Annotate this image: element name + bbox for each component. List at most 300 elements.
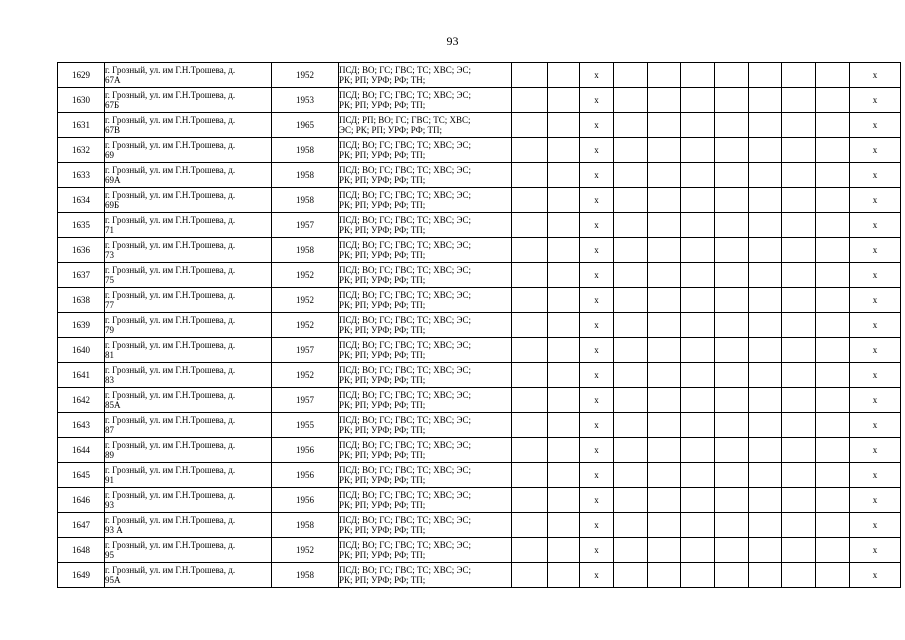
- mark-cell: x: [580, 388, 614, 413]
- empty-cell: [512, 438, 548, 463]
- mark-cell: x: [850, 488, 901, 513]
- systems-line-1: ПСД; ВО; ГС; ГВС; ТС; ХВС; ЭС;: [339, 165, 471, 175]
- address-line-1: г. Грозный, ул. им Г.Н.Трошева, д.: [105, 140, 236, 150]
- systems-line-2: РК; РП; УРФ; РФ; ТП;: [339, 350, 426, 360]
- empty-cell: [648, 413, 681, 438]
- build-year: 1955: [272, 413, 339, 438]
- row-number: 1649: [58, 563, 105, 588]
- empty-cell: [715, 188, 749, 213]
- table-row: [58, 363, 901, 388]
- mark-cell: x: [580, 163, 614, 188]
- address-line-1: г. Грозный, ул. им Г.Н.Трошева, д.: [105, 515, 236, 525]
- systems-line-1: ПСД; ВО; ГС; ГВС; ТС; ХВС; ЭС;: [339, 90, 471, 100]
- address-line-1: г. Грозный, ул. им Г.Н.Трошева, д.: [105, 290, 236, 300]
- empty-cell: [816, 388, 850, 413]
- empty-cell: [648, 463, 681, 488]
- systems-line-2: РК; РП; УРФ; РФ; ТП;: [339, 550, 426, 560]
- address-line-2: 87: [105, 425, 114, 435]
- systems-line-2: РК; РП; УРФ; РФ; ТП;: [339, 400, 426, 410]
- mark-cell: x: [850, 188, 901, 213]
- empty-cell: [614, 138, 648, 163]
- empty-cell: [749, 338, 782, 363]
- empty-cell: [749, 138, 782, 163]
- mark-cell: x: [850, 563, 901, 588]
- systems-cell: [339, 263, 512, 288]
- empty-cell: [715, 463, 749, 488]
- row-number: 1635: [58, 213, 105, 238]
- systems-line-2: РК; РП; УРФ; РФ; ТП;: [339, 100, 426, 110]
- table-row: [58, 563, 901, 588]
- empty-cell: [816, 413, 850, 438]
- address-line-1: г. Грозный, ул. им Г.Н.Трошева, д.: [105, 415, 236, 425]
- systems-line-1: ПСД; ВО; ГС; ГВС; ТС; ХВС; ЭС;: [339, 290, 471, 300]
- address-cell: [105, 538, 272, 563]
- address-line-1: г. Грозный, ул. им Г.Н.Трошева, д.: [105, 490, 236, 500]
- address-line-1: г. Грозный, ул. им Г.Н.Трошева, д.: [105, 90, 236, 100]
- mark-cell: x: [580, 463, 614, 488]
- mark-cell: x: [850, 388, 901, 413]
- table-row: [58, 188, 901, 213]
- systems-line-2: РК; РП; УРФ; РФ; ТП;: [339, 300, 426, 310]
- systems-line-2: РК; РП; УРФ; РФ; ТП;: [339, 450, 426, 460]
- row-number: 1640: [58, 338, 105, 363]
- systems-cell: [339, 163, 512, 188]
- systems-cell: [339, 138, 512, 163]
- empty-cell: [512, 513, 548, 538]
- address-line-2: 69А: [105, 175, 121, 185]
- empty-cell: [614, 238, 648, 263]
- build-year: 1952: [272, 313, 339, 338]
- mark-cell: x: [850, 263, 901, 288]
- empty-cell: [782, 538, 816, 563]
- empty-cell: [681, 313, 715, 338]
- systems-cell: [339, 413, 512, 438]
- systems-cell: [339, 488, 512, 513]
- empty-cell: [816, 463, 850, 488]
- empty-cell: [512, 113, 548, 138]
- address-line-2: 71: [105, 225, 114, 235]
- empty-cell: [816, 88, 850, 113]
- address-line-1: г. Грозный, ул. им Г.Н.Трошева, д.: [105, 390, 236, 400]
- build-year: 1957: [272, 213, 339, 238]
- address-cell: [105, 438, 272, 463]
- empty-cell: [681, 338, 715, 363]
- empty-cell: [512, 338, 548, 363]
- empty-cell: [749, 363, 782, 388]
- systems-line-2: РК; РП; УРФ; РФ; ТП;: [339, 375, 426, 385]
- systems-cell: [339, 363, 512, 388]
- mark-cell: x: [850, 163, 901, 188]
- systems-line-1: ПСД; ВО; ГС; ГВС; ТС; ХВС; ЭС;: [339, 365, 471, 375]
- table-row: [58, 413, 901, 438]
- empty-cell: [749, 238, 782, 263]
- empty-cell: [648, 213, 681, 238]
- address-line-1: г. Грозный, ул. им Г.Н.Трошева, д.: [105, 365, 236, 375]
- empty-cell: [548, 138, 580, 163]
- build-year: 1956: [272, 488, 339, 513]
- mark-cell: x: [850, 88, 901, 113]
- table-row: [58, 238, 901, 263]
- empty-cell: [782, 463, 816, 488]
- mark-cell: x: [850, 63, 901, 88]
- empty-cell: [681, 463, 715, 488]
- empty-cell: [548, 463, 580, 488]
- empty-cell: [816, 163, 850, 188]
- systems-line-1: ПСД; ВО; ГС; ГВС; ТС; ХВС; ЭС;: [339, 315, 471, 325]
- empty-cell: [648, 288, 681, 313]
- address-line-2: 67В: [105, 125, 121, 135]
- systems-cell: [339, 513, 512, 538]
- empty-cell: [749, 88, 782, 113]
- systems-line-1: ПСД; ВО; ГС; ГВС; ТС; ХВС; ЭС;: [339, 490, 471, 500]
- empty-cell: [648, 363, 681, 388]
- build-year: 1952: [272, 263, 339, 288]
- empty-cell: [614, 188, 648, 213]
- empty-cell: [512, 313, 548, 338]
- empty-cell: [548, 513, 580, 538]
- empty-cell: [782, 363, 816, 388]
- empty-cell: [681, 488, 715, 513]
- empty-cell: [614, 163, 648, 188]
- empty-cell: [749, 513, 782, 538]
- build-year: 1952: [272, 63, 339, 88]
- address-line-2: 73: [105, 250, 114, 260]
- systems-line-2: РК; РП; УРФ; РФ; ТП;: [339, 325, 426, 335]
- empty-cell: [749, 313, 782, 338]
- systems-line-1: ПСД; ВО; ГС; ГВС; ТС; ХВС; ЭС;: [339, 265, 471, 275]
- empty-cell: [681, 238, 715, 263]
- empty-cell: [782, 563, 816, 588]
- empty-cell: [648, 488, 681, 513]
- mark-cell: x: [580, 238, 614, 263]
- systems-line-1: ПСД; ВО; ГС; ГВС; ТС; ХВС; ЭС;: [339, 440, 471, 450]
- empty-cell: [648, 113, 681, 138]
- systems-cell: [339, 563, 512, 588]
- address-line-2: 91: [105, 475, 114, 485]
- systems-line-2: РК; РП; УРФ; РФ; ТП;: [339, 150, 426, 160]
- mark-cell: x: [850, 513, 901, 538]
- address-cell: [105, 513, 272, 538]
- mark-cell: x: [580, 438, 614, 463]
- row-number: 1643: [58, 413, 105, 438]
- build-year: 1958: [272, 188, 339, 213]
- empty-cell: [782, 163, 816, 188]
- address-line-2: 93 А: [105, 525, 123, 535]
- empty-cell: [648, 163, 681, 188]
- systems-line-2: РК; РП; УРФ; РФ; ТП;: [339, 425, 426, 435]
- empty-cell: [749, 163, 782, 188]
- address-cell: [105, 238, 272, 263]
- empty-cell: [715, 213, 749, 238]
- systems-line-2: РК; РП; УРФ; РФ; ТП;: [339, 250, 426, 260]
- empty-cell: [648, 563, 681, 588]
- empty-cell: [648, 388, 681, 413]
- build-year: 1958: [272, 513, 339, 538]
- systems-line-2: РК; РП; УРФ; РФ; ТП;: [339, 575, 426, 585]
- table-body: [58, 63, 901, 588]
- mark-cell: x: [850, 338, 901, 363]
- empty-cell: [782, 238, 816, 263]
- empty-cell: [782, 113, 816, 138]
- address-cell: [105, 363, 272, 388]
- systems-cell: [339, 238, 512, 263]
- empty-cell: [512, 563, 548, 588]
- row-number: 1646: [58, 488, 105, 513]
- empty-cell: [782, 288, 816, 313]
- empty-cell: [715, 413, 749, 438]
- address-cell: [105, 413, 272, 438]
- empty-cell: [715, 538, 749, 563]
- mark-cell: x: [580, 88, 614, 113]
- row-number: 1637: [58, 263, 105, 288]
- address-line-1: г. Грозный, ул. им Г.Н.Трошева, д.: [105, 340, 236, 350]
- mark-cell: x: [850, 213, 901, 238]
- empty-cell: [816, 188, 850, 213]
- empty-cell: [548, 63, 580, 88]
- empty-cell: [681, 213, 715, 238]
- empty-cell: [782, 313, 816, 338]
- mark-cell: x: [850, 363, 901, 388]
- empty-cell: [749, 213, 782, 238]
- address-line-2: 95А: [105, 575, 121, 585]
- row-number: 1633: [58, 163, 105, 188]
- empty-cell: [715, 238, 749, 263]
- row-number: 1647: [58, 513, 105, 538]
- systems-line-1: ПСД; ВО; ГС; ГВС; ТС; ХВС; ЭС;: [339, 415, 471, 425]
- address-line-1: г. Грозный, ул. им Г.Н.Трошева, д.: [105, 315, 236, 325]
- empty-cell: [512, 388, 548, 413]
- mark-cell: x: [850, 538, 901, 563]
- build-year: 1952: [272, 363, 339, 388]
- address-line-2: 69Б: [105, 200, 120, 210]
- address-line-1: г. Грозный, ул. им Г.Н.Трошева, д.: [105, 265, 236, 275]
- empty-cell: [614, 538, 648, 563]
- empty-cell: [512, 463, 548, 488]
- systems-cell: [339, 113, 512, 138]
- systems-cell: [339, 188, 512, 213]
- empty-cell: [614, 263, 648, 288]
- systems-line-2: РК; РП; УРФ; РФ; ТП;: [339, 225, 426, 235]
- empty-cell: [548, 488, 580, 513]
- empty-cell: [816, 438, 850, 463]
- empty-cell: [715, 88, 749, 113]
- systems-line-1: ПСД; ВО; ГС; ГВС; ТС; ХВС; ЭС;: [339, 240, 471, 250]
- address-line-1: г. Грозный, ул. им Г.Н.Трошева, д.: [105, 465, 236, 475]
- table-row: [58, 288, 901, 313]
- empty-cell: [548, 163, 580, 188]
- empty-cell: [749, 413, 782, 438]
- address-cell: [105, 163, 272, 188]
- table-row: [58, 263, 901, 288]
- address-line-2: 79: [105, 325, 114, 335]
- address-line-1: г. Грозный, ул. им Г.Н.Трошева, д.: [105, 165, 236, 175]
- systems-line-1: ПСД; ВО; ГС; ГВС; ТС; ХВС; ЭС;: [339, 540, 471, 550]
- empty-cell: [782, 438, 816, 463]
- empty-cell: [715, 163, 749, 188]
- empty-cell: [816, 138, 850, 163]
- empty-cell: [749, 563, 782, 588]
- empty-cell: [715, 313, 749, 338]
- mark-cell: x: [580, 513, 614, 538]
- table-row: [58, 488, 901, 513]
- mark-cell: x: [850, 238, 901, 263]
- empty-cell: [816, 213, 850, 238]
- empty-cell: [749, 263, 782, 288]
- empty-cell: [614, 88, 648, 113]
- table-row: [58, 463, 901, 488]
- empty-cell: [749, 388, 782, 413]
- systems-line-2: РК; РП; УРФ; РФ; ТП;: [339, 275, 426, 285]
- systems-cell: [339, 538, 512, 563]
- row-number: 1641: [58, 363, 105, 388]
- systems-cell: [339, 388, 512, 413]
- build-year: 1956: [272, 438, 339, 463]
- empty-cell: [681, 163, 715, 188]
- table-row: [58, 438, 901, 463]
- mark-cell: x: [850, 413, 901, 438]
- empty-cell: [715, 388, 749, 413]
- empty-cell: [548, 113, 580, 138]
- row-number: 1631: [58, 113, 105, 138]
- empty-cell: [614, 313, 648, 338]
- systems-line-2: РК; РП; УРФ; РФ; ТН;: [339, 75, 426, 85]
- build-year: 1957: [272, 388, 339, 413]
- empty-cell: [715, 138, 749, 163]
- empty-cell: [681, 563, 715, 588]
- systems-line-1: ПСД; ВО; ГС; ГВС; ТС; ХВС; ЭС;: [339, 65, 471, 75]
- build-year: 1958: [272, 563, 339, 588]
- row-number: 1642: [58, 388, 105, 413]
- mark-cell: x: [580, 563, 614, 588]
- mark-cell: x: [850, 463, 901, 488]
- address-line-2: 89: [105, 450, 114, 460]
- build-year: 1952: [272, 288, 339, 313]
- address-cell: [105, 288, 272, 313]
- mark-cell: x: [850, 288, 901, 313]
- empty-cell: [816, 113, 850, 138]
- address-line-2: 77: [105, 300, 114, 310]
- mark-cell: x: [580, 113, 614, 138]
- empty-cell: [782, 63, 816, 88]
- systems-line-1: ПСД; ВО; ГС; ГВС; ТС; ХВС; ЭС;: [339, 215, 471, 225]
- mark-cell: x: [580, 363, 614, 388]
- row-number: 1639: [58, 313, 105, 338]
- empty-cell: [782, 213, 816, 238]
- mark-cell: x: [580, 338, 614, 363]
- address-cell: [105, 338, 272, 363]
- systems-line-1: ПСД; ВО; ГС; ГВС; ТС; ХВС; ЭС;: [339, 515, 471, 525]
- empty-cell: [614, 513, 648, 538]
- address-line-2: 93: [105, 500, 114, 510]
- table-row: [58, 163, 901, 188]
- empty-cell: [648, 188, 681, 213]
- empty-cell: [816, 288, 850, 313]
- address-cell: [105, 113, 272, 138]
- empty-cell: [749, 188, 782, 213]
- systems-line-1: ПСД; ВО; ГС; ГВС; ТС; ХВС; ЭС;: [339, 190, 471, 200]
- systems-cell: [339, 88, 512, 113]
- empty-cell: [512, 238, 548, 263]
- empty-cell: [749, 538, 782, 563]
- empty-cell: [648, 338, 681, 363]
- systems-line-2: ЭС; РК; РП; УРФ; РФ; ТП;: [339, 125, 443, 135]
- address-line-1: г. Грозный, ул. им Г.Н.Трошева, д.: [105, 65, 236, 75]
- row-number: 1630: [58, 88, 105, 113]
- address-line-2: 81: [105, 350, 114, 360]
- empty-cell: [512, 63, 548, 88]
- empty-cell: [681, 388, 715, 413]
- empty-cell: [816, 363, 850, 388]
- empty-cell: [782, 513, 816, 538]
- systems-line-2: РК; РП; УРФ; РФ; ТП;: [339, 175, 426, 185]
- mark-cell: x: [580, 63, 614, 88]
- empty-cell: [512, 138, 548, 163]
- table-row: [58, 88, 901, 113]
- empty-cell: [816, 63, 850, 88]
- empty-cell: [648, 138, 681, 163]
- empty-cell: [548, 213, 580, 238]
- address-line-2: 67А: [105, 75, 121, 85]
- row-number: 1645: [58, 463, 105, 488]
- mark-cell: x: [580, 413, 614, 438]
- empty-cell: [548, 238, 580, 263]
- empty-cell: [681, 63, 715, 88]
- empty-cell: [648, 63, 681, 88]
- address-line-1: г. Грозный, ул. им Г.Н.Трошева, д.: [105, 115, 236, 125]
- address-line-2: 75: [105, 275, 114, 285]
- address-cell: [105, 213, 272, 238]
- empty-cell: [614, 113, 648, 138]
- empty-cell: [548, 288, 580, 313]
- build-year: 1957: [272, 338, 339, 363]
- build-year: 1958: [272, 163, 339, 188]
- empty-cell: [782, 388, 816, 413]
- empty-cell: [614, 288, 648, 313]
- systems-line-1: ПСД; ВО; ГС; ГВС; ТС; ХВС; ЭС;: [339, 390, 471, 400]
- build-year: 1956: [272, 463, 339, 488]
- empty-cell: [816, 238, 850, 263]
- empty-cell: [816, 513, 850, 538]
- empty-cell: [749, 288, 782, 313]
- empty-cell: [548, 188, 580, 213]
- table-row: [58, 538, 901, 563]
- mark-cell: x: [580, 488, 614, 513]
- empty-cell: [648, 88, 681, 113]
- mark-cell: x: [850, 438, 901, 463]
- mark-cell: x: [580, 213, 614, 238]
- page-number: 93: [446, 34, 459, 48]
- empty-cell: [648, 538, 681, 563]
- systems-line-1: ПСД; ВО; ГС; ГВС; ТС; ХВС; ЭС;: [339, 465, 471, 475]
- systems-line-1: ПСД; ВО; ГС; ГВС; ТС; ХВС; ЭС;: [339, 340, 471, 350]
- empty-cell: [648, 263, 681, 288]
- empty-cell: [816, 338, 850, 363]
- systems-cell: [339, 288, 512, 313]
- empty-cell: [681, 138, 715, 163]
- empty-cell: [548, 438, 580, 463]
- row-number: 1629: [58, 63, 105, 88]
- address-line-2: 95: [105, 550, 114, 560]
- empty-cell: [749, 63, 782, 88]
- empty-cell: [816, 263, 850, 288]
- mark-cell: x: [580, 263, 614, 288]
- empty-cell: [648, 238, 681, 263]
- empty-cell: [512, 288, 548, 313]
- row-number: 1636: [58, 238, 105, 263]
- systems-cell: [339, 463, 512, 488]
- address-cell: [105, 563, 272, 588]
- empty-cell: [715, 438, 749, 463]
